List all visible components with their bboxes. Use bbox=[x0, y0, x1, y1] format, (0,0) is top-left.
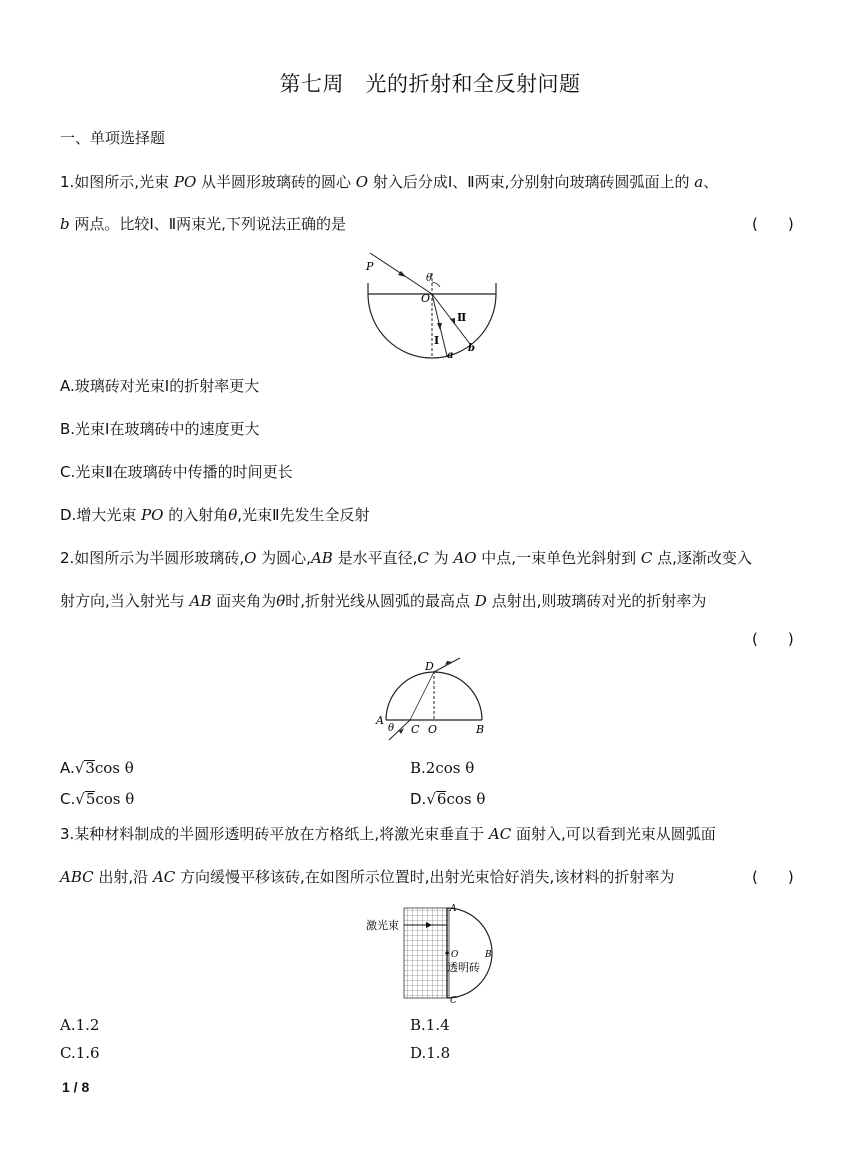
q2-option-b[interactable]: B.2cos θ bbox=[410, 759, 475, 777]
q3-stem-line2: ABC 出射,沿 AC 方向缓慢平移该砖,在如图所示位置时,出射光束恰好消失,该材料的折射率为 bbox=[60, 868, 675, 886]
q1-option-a[interactable]: A.玻璃砖对光束Ⅰ的折射率更大 bbox=[60, 377, 260, 395]
q3-option-c[interactable]: C.1.6 bbox=[60, 1044, 100, 1062]
q1-stem-line1: 1.如图所示,光束 PO 从半圆形玻璃砖的圆心 O 射入后分成Ⅰ、Ⅱ两束,分别射向玻璃砖圆弧面上的 a、 bbox=[60, 173, 719, 191]
q2-option-a[interactable]: A.√3cos θ bbox=[60, 759, 134, 777]
q2-fig-label-B: B bbox=[476, 723, 485, 736]
q3-figure bbox=[362, 900, 502, 1006]
q2-fig-label-A: A bbox=[376, 714, 384, 727]
q1-option-c[interactable]: C.光束Ⅱ在玻璃砖中传播的时间更长 bbox=[60, 463, 293, 481]
q3-fig-label-brick: 透明砖 bbox=[447, 961, 480, 974]
q3-fig-label-C: C bbox=[450, 996, 457, 1006]
q2-fig-label-O: O bbox=[428, 723, 438, 736]
q3-fig-label-B: B bbox=[485, 950, 492, 960]
q1-answer-paren: ( ) bbox=[752, 215, 794, 233]
q3-answer-paren: ( ) bbox=[752, 868, 794, 886]
q1-fig-label-P: P bbox=[366, 260, 374, 273]
q3-option-b[interactable]: B.1.4 bbox=[410, 1016, 450, 1034]
q2-fig-label-C: C bbox=[411, 723, 420, 736]
q2-answer-paren: ( ) bbox=[752, 630, 794, 648]
q2-fig-label-theta: θ bbox=[388, 723, 395, 734]
page-number: 1 / 8 bbox=[62, 1079, 90, 1095]
q3-stem-line1: 3.某种材料制成的半圆形透明砖平放在方格纸上,将激光束垂直于 AC 面射入,可以看到光束从圆弧面 bbox=[60, 825, 716, 843]
q2-figure bbox=[372, 655, 492, 743]
q1-stem-line2: b 两点。比较Ⅰ、Ⅱ两束光,下列说法正确的是 bbox=[60, 215, 346, 233]
q3-option-d[interactable]: D.1.8 bbox=[410, 1044, 451, 1062]
q1-fig-label-O: O bbox=[421, 292, 431, 305]
q1-fig-label-I: Ⅰ bbox=[434, 334, 440, 347]
q2-stem-line1: 2.如图所示为半圆形玻璃砖,O 为圆心,AB 是水平直径,C 为 AO 中点,一束单色光斜射到 C 点,逐渐改变入 bbox=[60, 549, 752, 567]
q3-option-a[interactable]: A.1.2 bbox=[60, 1016, 100, 1034]
section-heading: 一、单项选择题 bbox=[60, 129, 166, 147]
page-title: 第七周 光的折射和全反射问题 bbox=[279, 72, 581, 96]
q3-fig-label-A: A bbox=[450, 904, 457, 914]
q2-option-d[interactable]: D.√6cos θ bbox=[410, 790, 486, 808]
q2-option-c[interactable]: C.√5cos θ bbox=[60, 790, 135, 808]
q1-option-d[interactable]: D.增大光束 PO 的入射角θ,光束Ⅱ先发生全反射 bbox=[60, 506, 370, 524]
q1-fig-label-b: b bbox=[468, 343, 475, 354]
q1-fig-label-II: Ⅱ bbox=[457, 311, 467, 324]
q1-fig-label-a: a bbox=[447, 350, 454, 361]
q1-figure bbox=[360, 250, 505, 365]
q1-option-b[interactable]: B.光束Ⅰ在玻璃砖中的速度更大 bbox=[60, 420, 260, 438]
q1-fig-label-theta: θ bbox=[426, 273, 433, 284]
q3-fig-label-laser: 激光束 bbox=[366, 919, 399, 932]
q2-stem-line2: 射方向,当入射光与 AB 面夹角为θ时,折射光线从圆弧的最高点 D 点射出,则玻璃砖对光的折射率为 bbox=[60, 592, 707, 610]
q3-fig-label-O: O bbox=[451, 950, 459, 960]
q2-fig-label-D: D bbox=[425, 660, 434, 673]
